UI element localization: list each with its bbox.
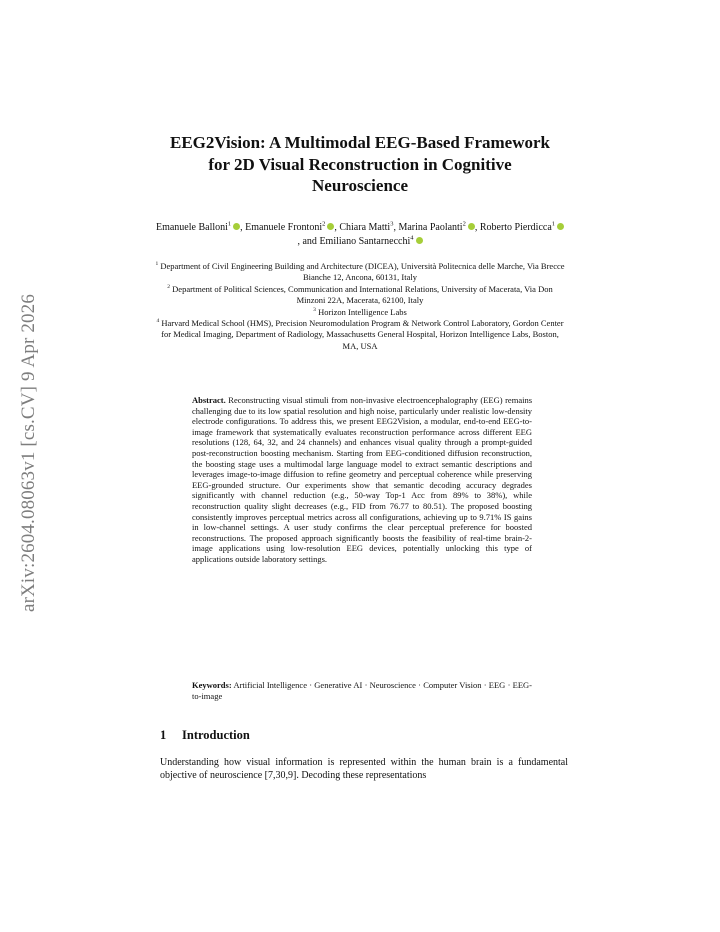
section-heading <box>160 728 250 743</box>
orcid-icon[interactable] <box>327 223 334 230</box>
arxiv-identifier-stamp: arXiv:2604.08063v1 [cs.CV] 9 Apr 2026 <box>18 294 39 612</box>
intro-paragraph: Understanding how visual information is represented within the human brain is a fundamental objective of neuroscience [7,30,9]. Decoding these representations <box>160 757 568 782</box>
keywords-text: Artificial Intelligence · Generative AI · Neuroscience · Computer Vision · EEG · EEG-to-image <box>192 680 532 701</box>
orcid-icon[interactable] <box>557 223 564 230</box>
orcid-icon[interactable] <box>468 223 475 230</box>
abstract-label: Abstract. <box>192 395 226 405</box>
author[interactable]: Emiliano Santarnecchi$^4$ <box>319 236 422 247</box>
author[interactable]: Roberto Pierdicca$^1$ <box>480 222 564 233</box>
keywords-label: Keywords: <box>192 680 232 690</box>
keywords <box>192 680 532 701</box>
abstract <box>192 395 532 565</box>
section-number: 1 <box>160 728 167 742</box>
paper-title: EEG2Vision: A Multimodal EEG-Based Framework for 2D Visual Reconstruction in Cognitive Neuroscience <box>169 133 550 195</box>
orcid-icon[interactable] <box>233 223 240 230</box>
orcid-icon[interactable] <box>416 237 423 244</box>
author: Chiara Matti$^3$ <box>339 220 394 233</box>
author[interactable]: Emanuele Balloni$^1$ <box>156 222 240 233</box>
abstract-text: Reconstructing visual stimuli from non-invasive electroencephalography (EEG) remains challenging due to its low spatial resolution and high noise, particularly under realistic low-density electrode configurations. To address this, we present EEG2Vision, a modular, end-to-end EEG-to-image framework that systematically evaluates reconstruction performance across different EEG resolutions (128, 64, 32, and 24 channels) and enhances visual quality through a prompt-guided post-reconstruction boosting mechanism. Starting from EEG-conditioned diffusion reconstruction, the boosting stage uses a multimodal large language model to extract semantic descriptions and leverages image-to-image diffusion to refine geometry and perceptual coherence while preserving EEG-grounded structure. Our experiments show that semantic decoding accuracy degrades significantly with channel reduction (e.g., 50-way Top-1 Acc from 89% to 38%), while reconstruction quality slight decreases (e.g., FID from 76.77 to 80.51). The proposed boosting consistently improves perceptual metrics across all configurations, achieving up to 9.71% IS gains in low-channel settings. A user study confirms the clear perceptual preference for boosted reconstructions. The proposed approach significantly boosts the feasibility of real-time brain-2-image applications using low-resolution EEG devices, potentially unlocking this type of applications outside laboratory settings. <box>192 395 533 564</box>
affiliation-list <box>155 261 565 352</box>
author[interactable]: Marina Paolanti$^2$ <box>398 222 474 233</box>
affiliation: $^3$ Horizon Intelligence Labs <box>313 306 407 317</box>
author-list: Emanuele Balloni$^1$ , Emanuele Frontoni$^2$ , Chiara Matti$^3$, Marina Paolanti$^2$ , Roberto Pierdicca$^1$, and Emiliano Santarnecchi$^4$ <box>155 221 565 248</box>
affiliation: $^1$ Department of Civil Engineering Building and Architecture (DICEA), Università Politecnica delle Marche, Via Brecce Bianche 12, Ancona, 60131, Italy <box>155 261 565 283</box>
affiliation: $^4$ Harvard Medical School (HMS), Precision Neuromodulation Program & Network Control Laboratory, Gordon Center for Medical Imaging, Department of Radiology, Massachusetts General Hospital, Horizon Intelligence Labs, Boston, MA, USA <box>156 318 564 351</box>
author[interactable]: Emanuele Frontoni$^2$ <box>245 222 334 233</box>
affiliation: $^2$ Department of Political Sciences, Communication and International Relations, University of Macerata, Via Don Minzoni 22A, Macerata, 62100, Italy <box>167 283 553 306</box>
section-title: Introduction <box>182 728 250 742</box>
